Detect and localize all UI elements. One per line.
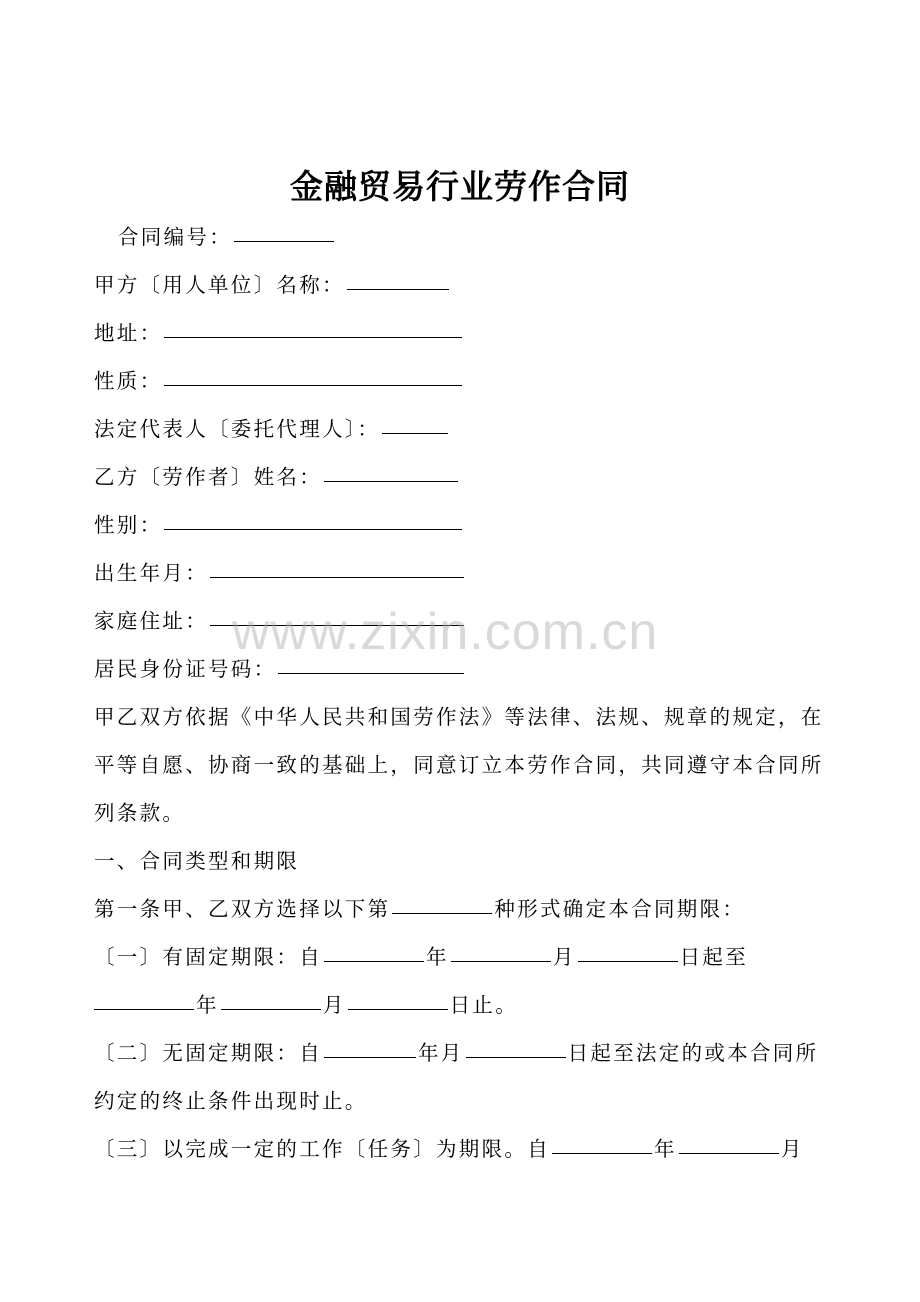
- intro-paragraph-line-2: 平等自愿、协商一致的基础上，同意订立本劳作合同，共同遵守本合同所: [94, 753, 824, 777]
- fixed-start-month-blank[interactable]: [451, 941, 551, 962]
- year-label: 年: [654, 1137, 677, 1161]
- address-line: [94, 318, 834, 348]
- month-label: 月: [322, 993, 346, 1017]
- id-number-blank[interactable]: [278, 653, 464, 674]
- contract-number-label: 合同编号：: [118, 225, 232, 249]
- party-a-name-line: [94, 270, 834, 300]
- nofixed-year-month-label: 年月: [418, 1041, 464, 1065]
- legal-rep-label: 法定代表人〔委托代理人〕：: [94, 417, 381, 441]
- day-until-label: 日止。: [449, 993, 519, 1017]
- fixed-end-month-blank[interactable]: [221, 989, 321, 1010]
- fixed-term-label: 〔一〕有固定期限：自: [94, 945, 322, 969]
- home-address-blank[interactable]: [210, 605, 464, 626]
- address-label: 地址：: [94, 321, 163, 345]
- fixed-end-year-blank[interactable]: [94, 989, 194, 1010]
- day-from-label: 日起至: [679, 945, 749, 969]
- birth-line: [94, 558, 834, 588]
- intro-paragraph-line-1: 甲乙双方依据《中华人民共和国劳作法》等法律、法规、规章的规定，在: [94, 705, 824, 729]
- document-title: 金融贸易行业劳作合同: [290, 167, 630, 206]
- home-address-label: 家庭住址：: [94, 609, 208, 633]
- year-label: 年: [426, 945, 449, 969]
- task-term-line: [94, 1134, 834, 1164]
- article-1-label: 第一条甲、乙双方选择以下第: [94, 897, 391, 921]
- month-label: 月: [552, 945, 576, 969]
- article-1-label-tail: 种形式确定本合同期限：: [494, 897, 746, 921]
- year-label: 年: [196, 993, 219, 1017]
- gender-blank[interactable]: [164, 509, 462, 530]
- birth-label: 出生年月：: [94, 561, 208, 585]
- nofixed-year-blank[interactable]: [324, 1037, 416, 1058]
- section-heading-contract-type: 一、合同类型和期限: [94, 849, 300, 873]
- no-fixed-term-label: 〔二〕无固定期限：自: [94, 1041, 322, 1065]
- fixed-term-end-line: [94, 990, 834, 1020]
- nature-label: 性质：: [94, 369, 163, 393]
- party-b-name-line: [94, 462, 834, 492]
- nofixed-month-blank[interactable]: [466, 1037, 566, 1058]
- month-label: 月: [780, 1137, 804, 1161]
- no-fixed-term-continuation: 约定的终止条件出现时止。: [94, 1089, 368, 1113]
- no-fixed-term-line: [94, 1038, 834, 1068]
- fixed-term-line: [94, 942, 834, 972]
- party-b-name-blank[interactable]: [324, 461, 458, 482]
- home-address-line: [94, 606, 834, 636]
- nofixed-tail-label: 日起至法定的或本合同所: [567, 1041, 819, 1065]
- id-number-line: [94, 654, 834, 684]
- legal-rep-blank[interactable]: [382, 413, 448, 434]
- task-year-blank[interactable]: [552, 1133, 652, 1154]
- gender-label: 性别：: [94, 513, 163, 537]
- intro-paragraph-line-3: 列条款。: [94, 801, 186, 825]
- party-b-name-label: 乙方〔劳作者〕姓名：: [94, 465, 322, 489]
- nature-line: [94, 366, 834, 396]
- task-term-label: 〔三〕以完成一定的工作〔任务〕为期限。自: [94, 1137, 550, 1161]
- article-1-line: [94, 894, 834, 924]
- nature-blank[interactable]: [164, 365, 462, 386]
- id-number-label: 居民身份证号码：: [94, 657, 277, 681]
- article-1-form-blank[interactable]: [392, 893, 492, 914]
- party-a-name-label: 甲方〔用人单位〕名称：: [94, 273, 345, 297]
- party-a-name-blank[interactable]: [347, 269, 449, 290]
- contract-number-line: [118, 222, 858, 252]
- fixed-start-year-blank[interactable]: [324, 941, 424, 962]
- gender-line: [94, 510, 834, 540]
- legal-rep-line: [94, 414, 834, 444]
- address-blank[interactable]: [164, 317, 462, 338]
- site-watermark: www.zixin.com.cn: [232, 603, 659, 661]
- fixed-start-day-blank[interactable]: [578, 941, 678, 962]
- task-month-blank[interactable]: [679, 1133, 779, 1154]
- birth-blank[interactable]: [210, 557, 464, 578]
- fixed-end-day-blank[interactable]: [348, 989, 448, 1010]
- contract-number-blank[interactable]: [234, 221, 334, 242]
